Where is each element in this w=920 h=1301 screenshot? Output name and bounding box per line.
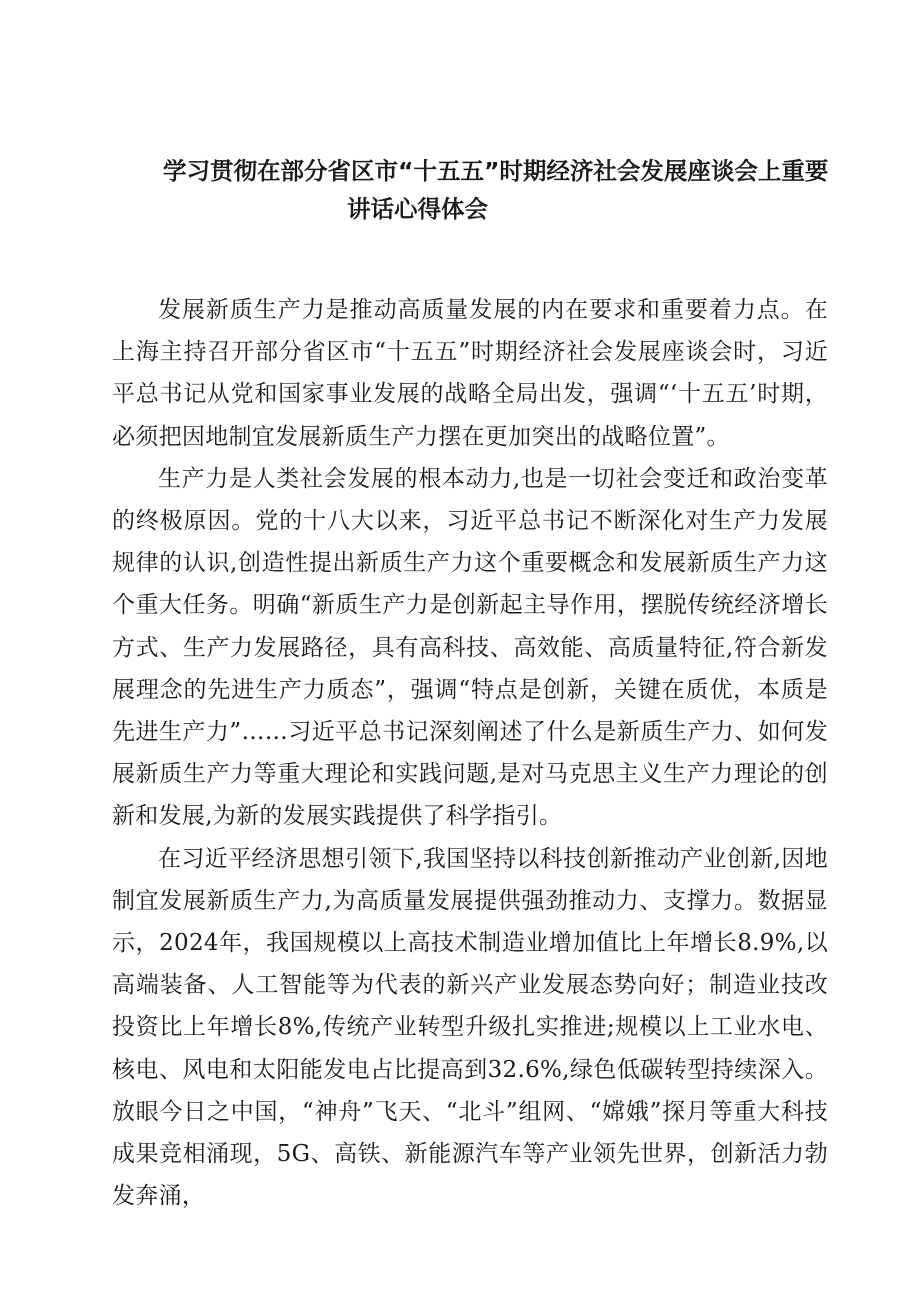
document-title-line-1: 学习贯彻在部分省区市“十五五”时期经济社会发展座谈会上重要	[163, 157, 829, 185]
document-title	[0, 152, 920, 228]
body-paragraph-3: 在习近平经济思想引领下,我国坚持以科技创新推动产业创新,因地制宜发展新质生产力,为高质量发展提供强劲推动力、支撑力。数据显示，2024年，我国规模以上高技术制造业增加值比上年增长8.9%,以高端装备、人工智能等为代表的新兴产业发展态势向好；制造业技改投资比上年增长8%,传统产业转型升级扎实推进;规模以上工业水电、核电、风电和太阳能发电占比提高到32.6%,绿色低碳转型持续深入。放眼今日之中国，“神舟”飞天、“北斗”组网、“嫦娥”探月等重大科技成果竞相涌现，5G、高铁、新能源汽车等产业领先世界，创新活力勃发奔涌，	[112, 845, 828, 1210]
body-paragraph-1: 发展新质生产力是推动高质量发展的内在要求和重要着力点。在上海主持召开部分省区市“十五五”时期经济社会发展座谈会时，习近平总书记从党和国家事业发展的战略全局出发，强调“‘十五五’时期，必须把因地制宜发展新质生产力摆在更加突出的战略位置”。	[112, 297, 828, 450]
body-paragraph-2: 生产力是人类社会发展的根本动力,也是一切社会变迁和政治变革的终极原因。党的十八大以来，习近平总书记不断深化对生产力发展规律的认识,创造性提出新质生产力这个重要概念和发展新质生产力这个重大任务。明确“新质生产力是创新起主导作用，摆脱传统经济增长方式、生产力发展路径，具有高科技、高效能、高质量特征,符合新发展理念的先进生产力质态”，强调“特点是创新，关键在质优，本质是先进生产力”……习近平总书记深刻阐述了什么是新质生产力、如何发展新质生产力等重大理论和实践问题,是对马克思主义生产力理论的创新和发展,为新的发展实践提供了科学指引。	[112, 465, 828, 830]
document-title-line-2: 讲话心得体会	[347, 195, 488, 223]
document-body	[112, 289, 828, 1217]
